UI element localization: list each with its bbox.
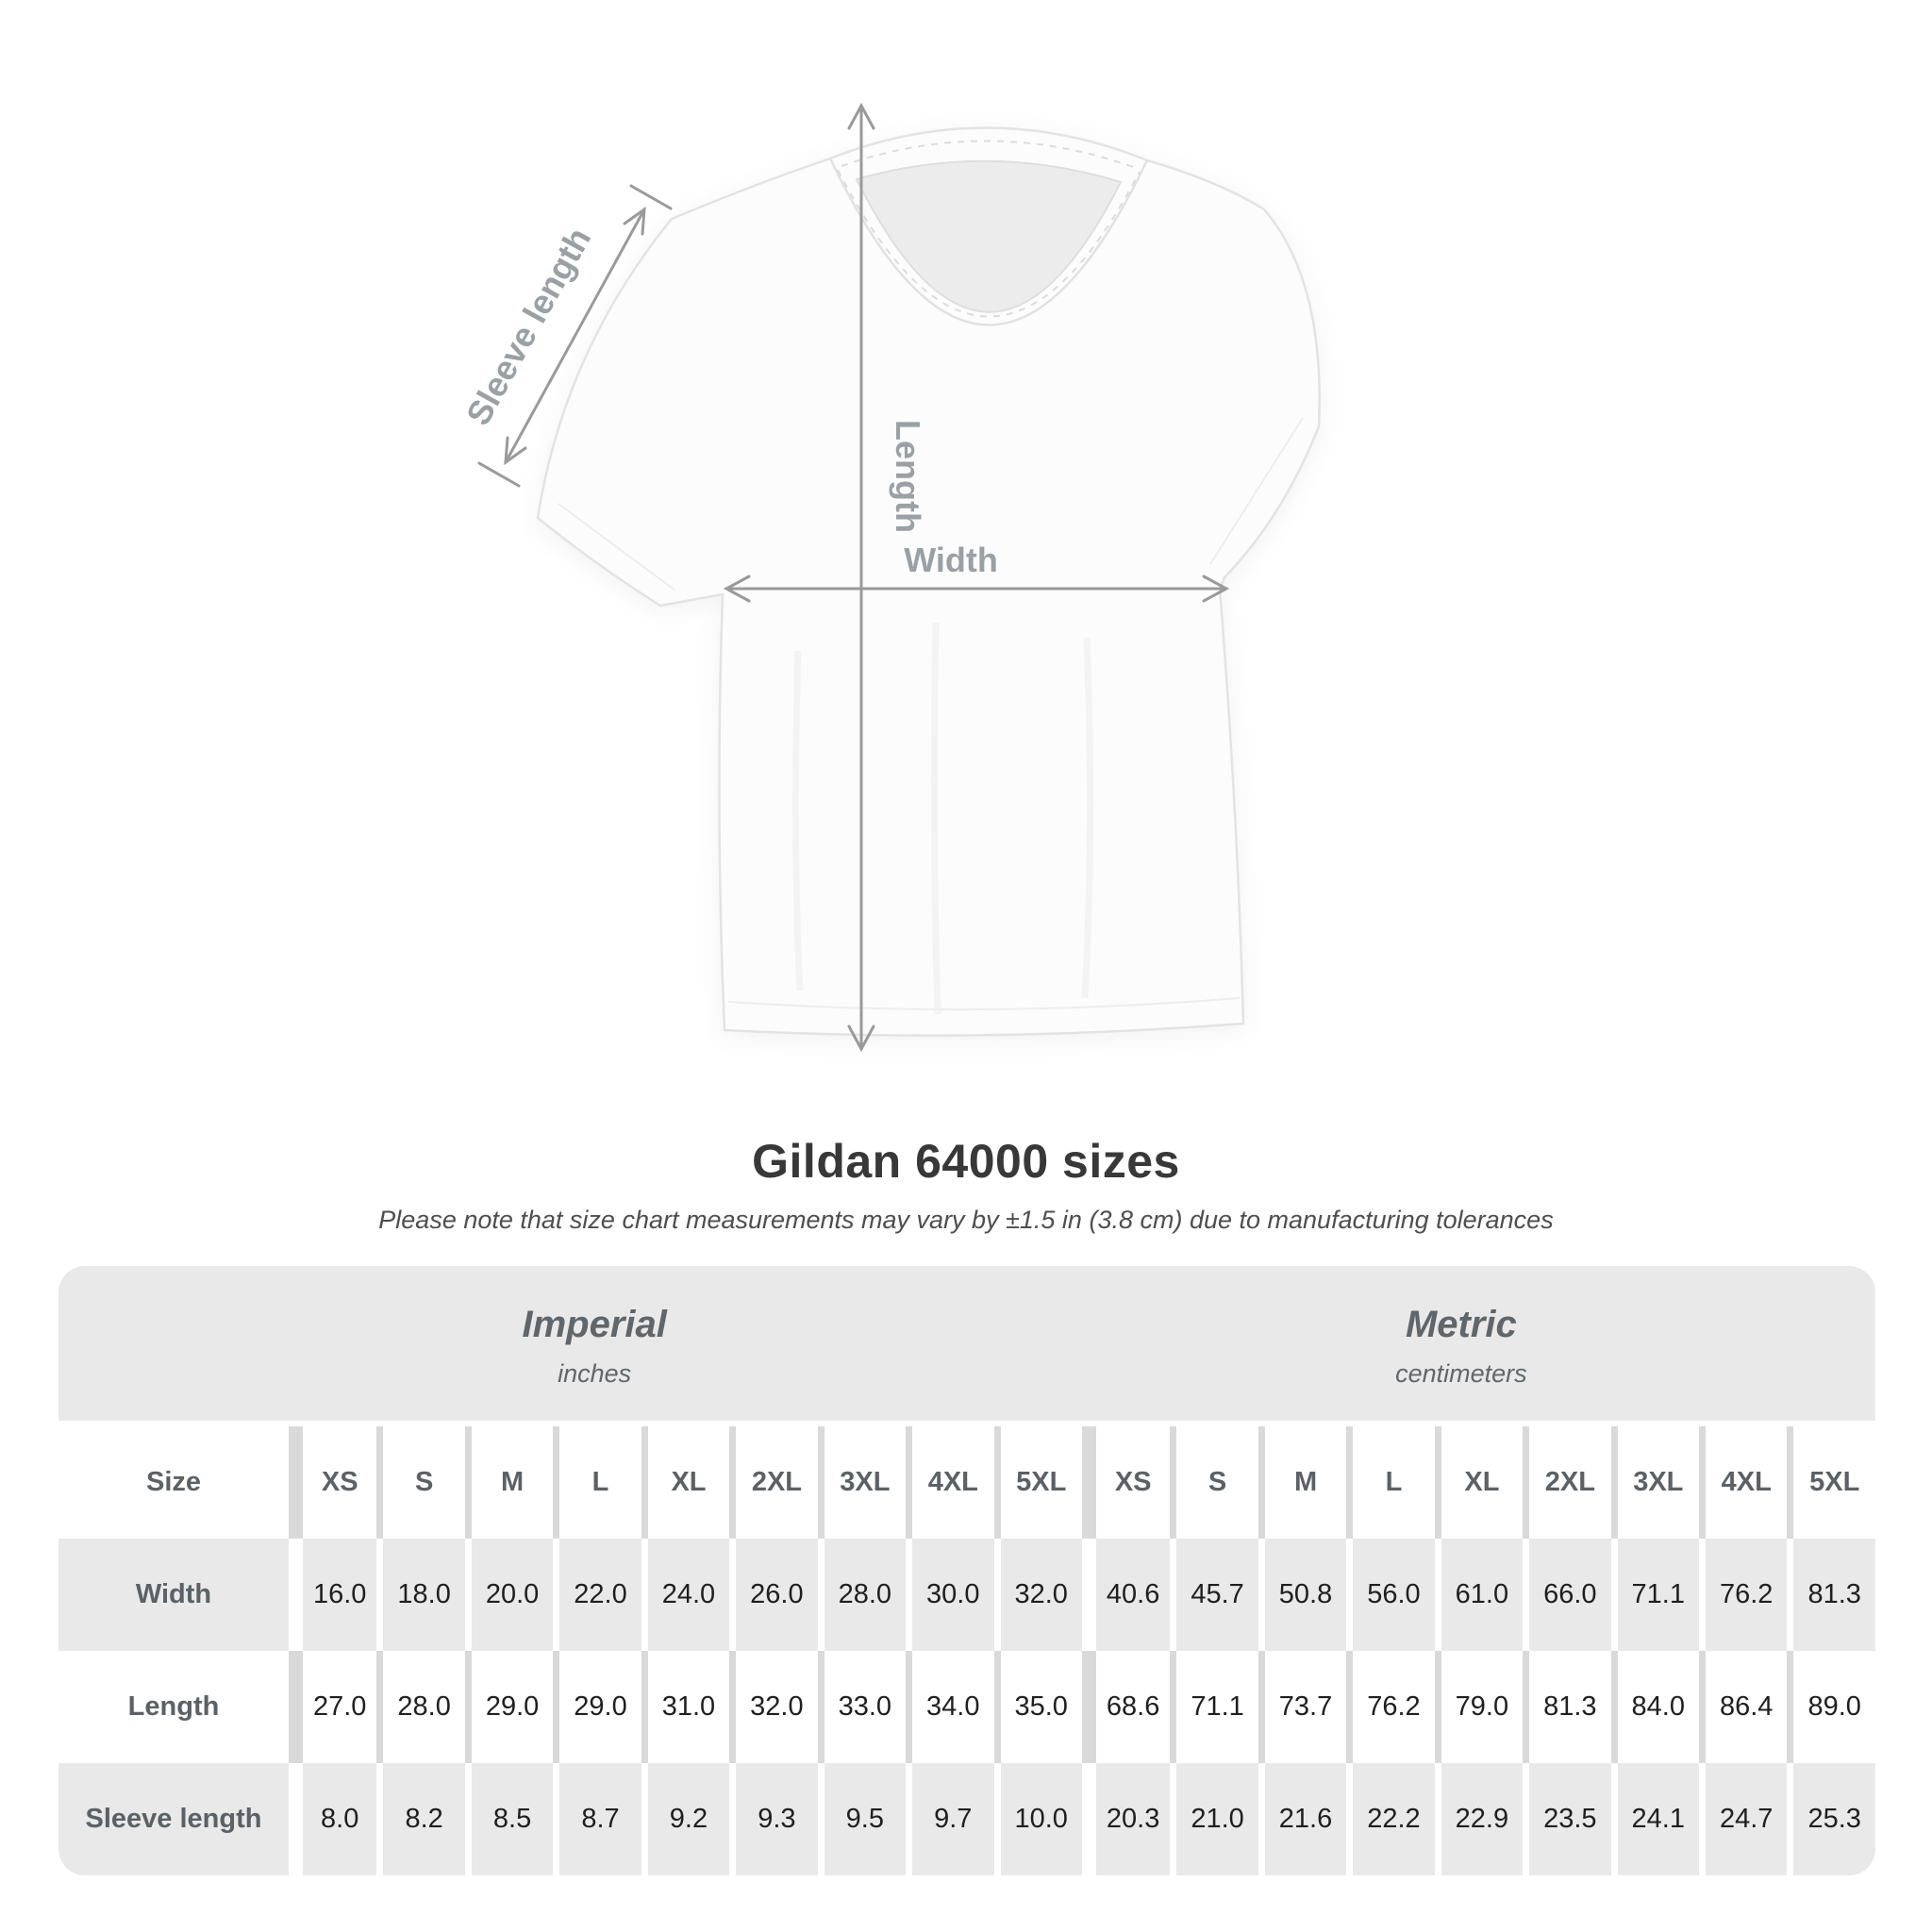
table-cell: 35.0	[994, 1651, 1082, 1763]
metric-label: Metric	[1405, 1304, 1517, 1345]
imperial-header	[522, 1304, 666, 1389]
table-cell: 18.0	[376, 1539, 464, 1651]
table-cell: 33.0	[818, 1651, 906, 1763]
tshirt-image	[538, 127, 1320, 1035]
size-col-header: 2XL	[729, 1426, 817, 1539]
table-cell: 50.8	[1258, 1539, 1346, 1651]
size-col-header: 5XL	[1787, 1426, 1875, 1539]
table-cell: 32.0	[994, 1539, 1082, 1651]
size-col-header: M	[1258, 1426, 1346, 1539]
table-cell: 68.6	[1082, 1651, 1170, 1763]
table-cell: 32.0	[729, 1651, 817, 1763]
size-col-header: 4XL	[906, 1426, 993, 1539]
size-chart	[58, 1266, 1875, 1875]
table-cell: 71.1	[1611, 1539, 1699, 1651]
row-label: Length	[127, 1691, 220, 1722]
page-subtitle: Please note that size chart measurements may vary by ±1.5 in (3.8 cm) due to manufacturing tolerances	[378, 1206, 1554, 1234]
sleeve-length-label: Sleeve length	[458, 221, 599, 432]
table-cell: 20.0	[465, 1539, 553, 1651]
table-cell: 22.9	[1435, 1763, 1523, 1875]
table-cell: 26.0	[729, 1539, 817, 1651]
table-cell: 31.0	[641, 1651, 729, 1763]
size-column-label: Size	[145, 1467, 202, 1497]
table-cell: 34.0	[906, 1651, 993, 1763]
table-cell: 56.0	[1346, 1539, 1434, 1651]
size-col-header: XS	[289, 1426, 376, 1539]
table-cell: 8.5	[465, 1763, 553, 1875]
table-cell: 22.0	[553, 1539, 641, 1651]
table-cell: 76.2	[1346, 1651, 1434, 1763]
size-col-header: 5XL	[994, 1426, 1082, 1539]
row-label: Width	[135, 1579, 212, 1609]
size-col-header: XL	[641, 1426, 729, 1539]
row-label: Sleeve length	[85, 1804, 262, 1834]
table-cell: 61.0	[1435, 1539, 1523, 1651]
table-cell: 86.4	[1699, 1651, 1787, 1763]
table-cell: 79.0	[1435, 1651, 1523, 1763]
table-cell: 9.3	[729, 1763, 817, 1875]
table-cell: 73.7	[1258, 1651, 1346, 1763]
table-cell: 9.5	[818, 1763, 906, 1875]
size-header-row	[58, 1426, 1875, 1539]
size-col-header: L	[1346, 1426, 1434, 1539]
imperial-label: Imperial	[522, 1304, 667, 1345]
table-cell: 71.1	[1170, 1651, 1257, 1763]
table-cell: 10.0	[994, 1763, 1082, 1875]
size-table	[58, 1426, 1875, 1875]
table-cell: 89.0	[1787, 1651, 1875, 1763]
table-cell: 16.0	[289, 1539, 376, 1651]
size-col-header: 2XL	[1523, 1426, 1610, 1539]
metric-units: centimeters	[1395, 1359, 1527, 1388]
units-header-band	[58, 1266, 1875, 1421]
table-cell: 81.3	[1787, 1539, 1875, 1651]
table-cell: 9.2	[641, 1763, 729, 1875]
table-cell: 28.0	[376, 1651, 464, 1763]
imperial-units: inches	[558, 1359, 632, 1388]
table-cell: 25.3	[1787, 1763, 1875, 1875]
table-cell: 24.7	[1699, 1763, 1787, 1875]
table-cell: 28.0	[818, 1539, 906, 1651]
table-cell: 8.2	[376, 1763, 464, 1875]
table-cell: 84.0	[1611, 1651, 1699, 1763]
table-cell: 22.2	[1346, 1763, 1434, 1875]
metric-header	[1395, 1304, 1527, 1389]
title-block	[0, 1134, 1932, 1235]
length-label: Length	[889, 420, 927, 533]
table-cell: 20.3	[1082, 1763, 1170, 1875]
page-title: Gildan 64000 sizes	[752, 1135, 1180, 1188]
table-cell: 8.7	[553, 1763, 641, 1875]
table-cell: 24.1	[1611, 1763, 1699, 1875]
table-cell: 76.2	[1699, 1539, 1787, 1651]
table-cell: 9.7	[906, 1763, 993, 1875]
table-row	[58, 1763, 1875, 1875]
size-col-header: S	[376, 1426, 464, 1539]
fabric-fold	[934, 623, 938, 1014]
table-cell: 45.7	[1170, 1539, 1257, 1651]
size-col-header: 4XL	[1699, 1426, 1787, 1539]
table-cell: 23.5	[1523, 1763, 1610, 1875]
table-row	[58, 1539, 1875, 1651]
table-cell: 30.0	[906, 1539, 993, 1651]
size-col-header: XL	[1435, 1426, 1523, 1539]
size-col-header: 3XL	[1611, 1426, 1699, 1539]
width-label: Width	[904, 541, 998, 579]
size-col-header: M	[465, 1426, 553, 1539]
table-cell: 21.0	[1170, 1763, 1257, 1875]
table-cell: 40.6	[1082, 1539, 1170, 1651]
table-cell: 21.6	[1258, 1763, 1346, 1875]
table-cell: 29.0	[553, 1651, 641, 1763]
size-col-header: S	[1170, 1426, 1257, 1539]
table-cell: 66.0	[1523, 1539, 1610, 1651]
table-cell: 24.0	[641, 1539, 729, 1651]
table-cell: 27.0	[289, 1651, 376, 1763]
table-row	[58, 1651, 1875, 1763]
size-col-header: XS	[1082, 1426, 1170, 1539]
size-col-header: L	[553, 1426, 641, 1539]
size-col-header: 3XL	[818, 1426, 906, 1539]
table-cell: 29.0	[465, 1651, 553, 1763]
table-cell: 8.0	[289, 1763, 376, 1875]
table-cell: 81.3	[1523, 1651, 1610, 1763]
